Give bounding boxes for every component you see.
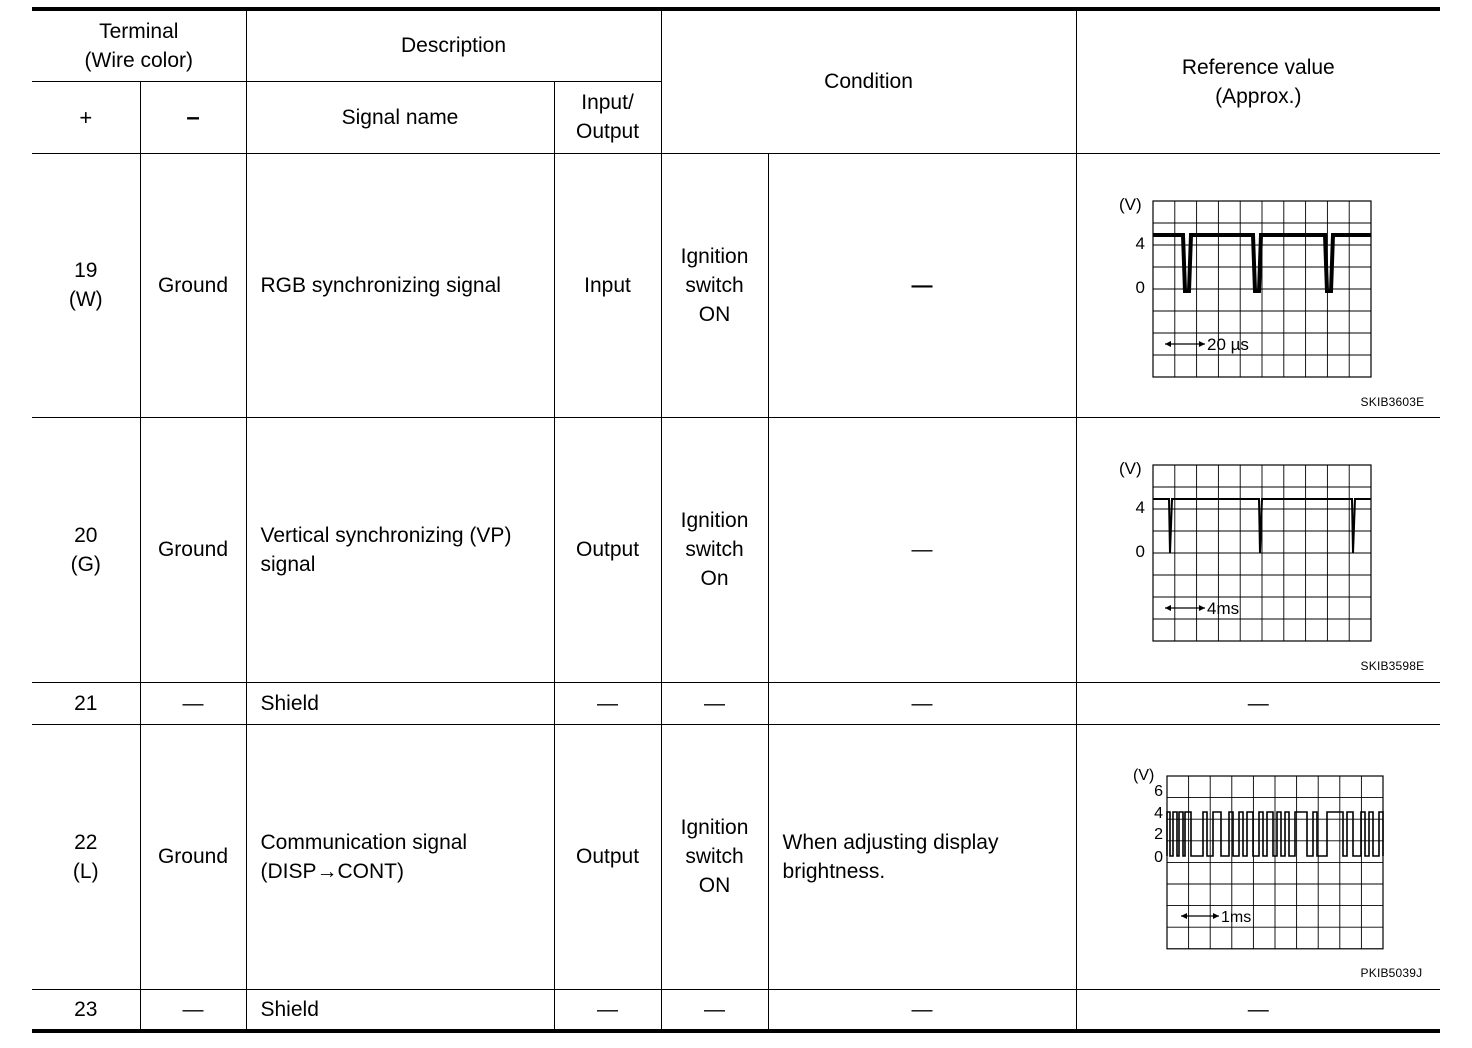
terminal-header (32, 9, 246, 81)
terminal-number: 19 (74, 259, 98, 282)
io-cell: Output (554, 724, 661, 989)
minus-cell: — (140, 989, 246, 1031)
terminal-cell: 23 (32, 989, 140, 1031)
reference-cell: — (1076, 682, 1440, 724)
signal-name-header: Signal name (246, 81, 554, 153)
y-tick-label: 2 (1153, 825, 1163, 843)
condition-state-cell (661, 153, 768, 417)
terminal-cell: 21 (32, 682, 140, 724)
reference-cell (1076, 724, 1440, 989)
time-scale-label: 1ms (1220, 908, 1251, 926)
reference-header-label: Reference value (1181, 55, 1335, 79)
condition-cell (768, 724, 1076, 989)
signal-name-cell: Shield (246, 989, 554, 1031)
description-header: Description (246, 9, 661, 81)
condition-cell: — (768, 153, 1076, 417)
signal-name-line: signal (260, 552, 316, 576)
figure-code: SKIB3598E (1360, 658, 1425, 673)
y-tick-label: 0 (1153, 848, 1163, 866)
condition-state-cell: — (661, 682, 768, 724)
wire-color: (W) (68, 288, 103, 311)
time-scale-arrowhead (1199, 341, 1205, 347)
time-scale-arrowhead (1213, 913, 1219, 919)
io-cell: — (554, 989, 661, 1031)
reference-cell (1076, 417, 1440, 682)
header-row-1 (32, 9, 1440, 81)
y-tick-label: 4 (1135, 233, 1145, 253)
y-tick-label: 4 (1153, 804, 1163, 822)
minus-cell: — (140, 682, 246, 724)
y-tick-label: 6 (1153, 782, 1163, 800)
condition-state-line: ON (698, 302, 731, 326)
condition-state-cell: — (661, 989, 768, 1031)
io-header-output: Output (575, 120, 640, 143)
table-row (32, 989, 1440, 1031)
condition-state-cell (661, 724, 768, 989)
time-scale-arrowhead (1181, 913, 1187, 919)
terminal-spec-table (32, 7, 1440, 1033)
condition-line: brightness. (782, 859, 886, 883)
time-scale-label: 4ms (1206, 598, 1239, 618)
condition-state-line: On (700, 567, 729, 590)
signal-name-cell: Shield (246, 682, 554, 724)
time-scale-arrowhead (1165, 341, 1171, 347)
voltage-unit-label: (V) (1118, 194, 1142, 214)
io-cell: Input (554, 153, 661, 417)
reference-cell: — (1076, 989, 1440, 1031)
waveform-figure (1077, 154, 1441, 417)
waveform-rgb-sync (1077, 154, 1441, 417)
condition-header: Condition (661, 9, 1076, 153)
waveform-vp-sync (1077, 418, 1441, 682)
reference-cell (1076, 153, 1440, 417)
time-scale-arrowhead (1199, 605, 1205, 611)
time-scale-label: 20 µs (1206, 334, 1249, 354)
waveform-figure (1077, 418, 1441, 682)
condition-state-line: switch (685, 538, 744, 561)
condition-cell: — (768, 682, 1076, 724)
condition-state-line: Ignition (680, 509, 749, 532)
voltage-unit-label: (V) (1132, 766, 1154, 784)
condition-state-line: Ignition (680, 816, 749, 839)
signal-name-cell (246, 417, 554, 682)
signal-name-line: Vertical synchronizing (VP) (260, 523, 512, 547)
condition-state-line: switch (685, 273, 744, 297)
minus-header: – (140, 81, 246, 153)
io-cell: Output (554, 417, 661, 682)
figure-code: SKIB3603E (1360, 394, 1425, 409)
figure-code: PKIB5039J (1360, 965, 1423, 980)
minus-cell: Ground (140, 417, 246, 682)
io-cell: — (554, 682, 661, 724)
terminal-cell (32, 417, 140, 682)
condition-state-line: Ignition (680, 244, 749, 268)
terminal-cell (32, 153, 140, 417)
terminal-number: 20 (74, 523, 98, 547)
signal-name-cell (246, 153, 554, 417)
table-row (32, 417, 1440, 682)
y-tick-label: 0 (1135, 277, 1145, 297)
condition-line: When adjusting display (782, 830, 999, 854)
condition-state-line: ON (698, 874, 731, 897)
signal-name-line: Communication signal (260, 830, 468, 854)
terminal-spec-table-wrapper (32, 7, 1440, 1033)
y-tick-label: 4 (1135, 497, 1145, 517)
minus-cell: Ground (140, 724, 246, 989)
condition-cell: — (768, 417, 1076, 682)
condition-state-cell (661, 417, 768, 682)
terminal-header-label: Terminal (99, 19, 179, 43)
table-row (32, 724, 1440, 989)
condition-cell: — (768, 989, 1076, 1031)
io-header-input: Input/ (581, 91, 634, 114)
terminal-cell (32, 724, 140, 989)
terminal-number: 22 (74, 830, 98, 854)
signal-name-cell (246, 724, 554, 989)
approx-header-label: (Approx.) (1215, 84, 1302, 108)
table-row (32, 153, 1440, 417)
signal-name-line: (DISP→CONT) (260, 859, 404, 883)
io-header (554, 81, 661, 153)
y-tick-label: 0 (1135, 541, 1145, 561)
table-row (32, 682, 1440, 724)
waveform-figure (1077, 725, 1441, 989)
wire-color-header-label: (Wire color) (84, 48, 193, 72)
signal-name-line: RGB synchronizing signal (260, 273, 501, 297)
waveform-communication (1077, 725, 1441, 989)
condition-state-line: switch (685, 845, 744, 868)
reference-header (1076, 9, 1440, 153)
plus-header: + (32, 81, 140, 153)
wire-color: (L) (72, 859, 99, 883)
wire-color: (G) (70, 552, 101, 576)
voltage-unit-label: (V) (1118, 458, 1142, 478)
time-scale-arrowhead (1165, 605, 1171, 611)
minus-cell: Ground (140, 153, 246, 417)
